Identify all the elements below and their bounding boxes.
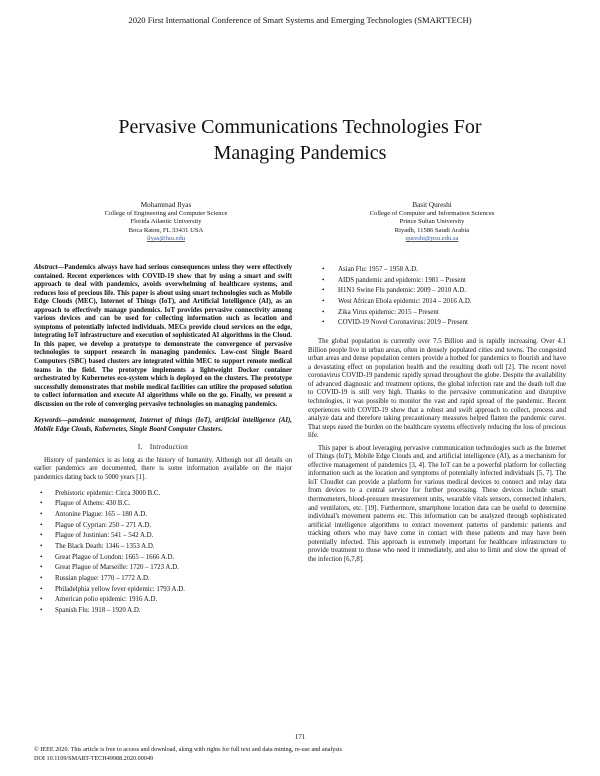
- bullet-icon: •: [40, 553, 43, 561]
- keywords-text: —pandemic management, Internet of things (IoT), artificial intelligence (AI), Mobile Edge Clouds, Kubernetes, Single Board Computer Clusters.: [34, 417, 292, 433]
- bullet-icon: •: [40, 532, 43, 540]
- author-name: Mohammad Ilyas: [140, 201, 192, 209]
- keywords: [34, 417, 292, 434]
- title-line-1: Pervasive Communications Technologies For: [118, 116, 482, 138]
- author-affiliation: College of Computer and Information Sciences: [369, 209, 495, 217]
- bullet-icon: •: [322, 319, 325, 327]
- author-email-link[interactable]: ilyas@fau.edu: [146, 235, 186, 243]
- bullet-icon: •: [40, 489, 43, 497]
- keywords-label: Keywords: [34, 417, 62, 425]
- right-column: [308, 265, 566, 564]
- list-item: • Plague of Cyprian: 250 – 271 A.D.: [34, 521, 292, 532]
- author-name: Basit Qureshi: [412, 201, 452, 209]
- pandemic-list-left: [34, 489, 292, 617]
- abstract-text: —Pandemics always have had serious consequences unless they were effectively contained. Recent experiences with COVID-19 show that by using a smart and swift approach to deal with pandemics, avoids overwhelming of healthcare systems, and reduces loss of precious life. This paper is about using smart technologies such as Mobile Edge Clouds (MEC), Internet of Things (IoT), and Artificial Intelligence (AI), as an approach to effectively manage pandemics. IoT provides pervasive connectivity among various devices and can be used for collecting information such as location and symptoms of potentially infected individuals. MECs provide cloud services on the edge, integrating IoT infrastructure and execution of sophisticated AI algorithms in the Cloud. In this paper, we develop a prototype to demonstrate the convergence of pervasive technologies to support research in managing pandemics. Low-cost Single Board Computers (SBC) based clusters are integrated within MEC to support remote medical teams in the field. The prototype implements a lightweight Docker container orchestrated by Kubernetes eco-system which is deployed on the clusters. The prototype successfully demonstrates that mobile medical facilities can utilize the proposed solution to collect information and execute AI algorithms while on the go. Finally, we present a discussion on the role of converging pervasive technologies on managing pandemics.: [34, 264, 292, 408]
- left-column: [34, 264, 292, 617]
- copyright-notice: © IEEE 2020. This article is free to access and download, along with rights for full text and data mining, re-use and analysis: [34, 746, 342, 753]
- list-item: • Great Plague of Marseille: 1720 – 1723 A.D.: [34, 563, 292, 574]
- bullet-icon: •: [40, 596, 43, 604]
- section-heading: I. Introduction: [137, 443, 189, 452]
- list-item: • Russian plague: 1770 – 1772 A.D.: [34, 574, 292, 585]
- pandemic-list-right: [308, 265, 566, 329]
- list-item: • Plague of Athens: 430 B.C.: [34, 499, 292, 510]
- list-item: • American polio epidemic: 1916 A.D.: [34, 595, 292, 606]
- author-address: Riyadh, 11586 Saudi Arabia: [394, 226, 470, 234]
- bullet-icon: •: [322, 276, 325, 284]
- list-item: • H1N1 Swine Flu pandemic: 2009 – 2010 A.D.: [308, 286, 566, 297]
- list-item: • Philadelphia yellow fever epidemic: 1793 A.D.: [34, 585, 292, 596]
- author-block-2: [332, 201, 532, 244]
- bullet-icon: •: [40, 575, 43, 583]
- list-item: • West African Ebola epidemic: 2014 – 2016 A.D.: [308, 297, 566, 308]
- bullet-icon: •: [40, 521, 43, 529]
- page-number: 171: [294, 733, 306, 741]
- bullet-icon: •: [40, 510, 43, 518]
- author-affiliation: Florida Atlantic University: [130, 218, 202, 226]
- body-paragraph: This paper is about leveraging pervasive communication technologies such as the Internet of Things (IoT), Mobile Edge Clouds and, and artificial intelligence (AI), as a mechanism for effective management of pandemics [3, 4]. The IoT can be a powerful platform for collecting information such as the location and symptoms of potentially infected individuals [5, 7]. The IoT Cloudlet can provide a platform for various medical devices to connect and relay data from devices to a central service for further processing. These devices include smart thermometers, blood-pressure measurement units, wearable vitals sensors, connected inhalers, and ventilators, etc. [19]. Furthermore, smartphone location data can be useful to determine individual's movement patterns etc. This information can be analyzed through sophisticated artificial intelligence algorithms to extract movement patterns of pandemic patients and tracking others who may have come in contact with these patients and may have been potentially infected. This approach is extremely important for healthcare infrastructure to provide treatment to those who need it immediately, and also to limit and slow the spread of the infection [6,7,8].: [308, 444, 566, 563]
- bullet-icon: •: [40, 500, 43, 508]
- paper-title: [40, 114, 560, 166]
- bullet-icon: •: [322, 287, 325, 295]
- list-item: • Antonine Plague: 165 – 180 A.D.: [34, 510, 292, 521]
- intro-paragraph: History of pandemics is as long as the history of humanity. Although not all details on earlier pandemics are documented, there is some information available on the major pandemics dating back to 5000 years [1].: [34, 456, 292, 482]
- list-item: • Prehistoric epidemic: Circa 3000 B.C.: [34, 489, 292, 500]
- doi-line: DOI 10.1109/SMART-TECH49988.2020.00049: [34, 755, 154, 762]
- abstract-label: Abstract: [34, 264, 58, 271]
- bullet-icon: •: [40, 607, 43, 615]
- bullet-icon: •: [322, 298, 325, 306]
- author-address: Boca Raton, FL 33431 USA: [128, 226, 204, 234]
- author-email-link[interactable]: qureshi@psu.edu.sa: [405, 235, 459, 243]
- body-paragraph: The global population is currently over 7.5 Billion and is rapidly increasing. Over 4.1 Billion people live in urban areas, often in densely populated cities and towns. The congested urban areas and dense population centers provide a hotbed for pandemics to flourish and have a devastating effect on population health and the resulting death toll [2]. The recent novel coronavirus COVID-19 pandemic rapidly spread throughout the globe. Despite the availability of advanced diagnostic and treatment options, the global infection rate and the death toll due to COVID-19 is still very high. Thanks to the pervasive communication and disruptive technologies, it was possible to monitor the vast and rapid spread of the pandemic. Recent experiences with COVID-19 show that a robust and swift approach to collect, process and analyze data and therefore taking precautionary measures helped flatten the pandemic curve. That steps eased the burden on the healthcare systems effectively reducing the loss of precious life.: [308, 338, 566, 440]
- bullet-icon: •: [322, 308, 325, 316]
- conference-header: 2020 First International Conference of Smart Systems and Emerging Technologies (SMARTTECH): [128, 15, 472, 25]
- bullet-icon: •: [322, 266, 325, 273]
- bullet-icon: •: [40, 585, 43, 593]
- title-line-2: Managing Pandemics: [213, 142, 387, 164]
- abstract: [34, 264, 292, 409]
- list-item: • Asian Flu: 1957 – 1958 A.D.: [308, 265, 566, 276]
- list-item: • Plague of Justinian: 541 – 542 A.D.: [34, 531, 292, 542]
- author-affiliation: College of Engineering and Computer Science: [104, 209, 228, 217]
- list-item: • COVID-19 Novel Coronavirus: 2019 – Present: [308, 318, 566, 329]
- list-item: • Spanish Flu: 1918 – 1920 A.D.: [34, 606, 292, 617]
- list-item: • AIDS pandemic and epidemic: 1981 – Present: [308, 276, 566, 287]
- list-item: • Great Plague of London: 1665 – 1666 A.D.: [34, 553, 292, 564]
- list-item: • Zika Virus epidemic: 2015 – Present: [308, 308, 566, 319]
- bullet-icon: •: [40, 564, 43, 572]
- list-item: • The Black Death: 1346 – 1353 A.D.: [34, 542, 292, 553]
- bullet-icon: •: [40, 543, 43, 551]
- author-block-1: [66, 201, 266, 244]
- author-affiliation: Prince Sultan University: [399, 218, 465, 226]
